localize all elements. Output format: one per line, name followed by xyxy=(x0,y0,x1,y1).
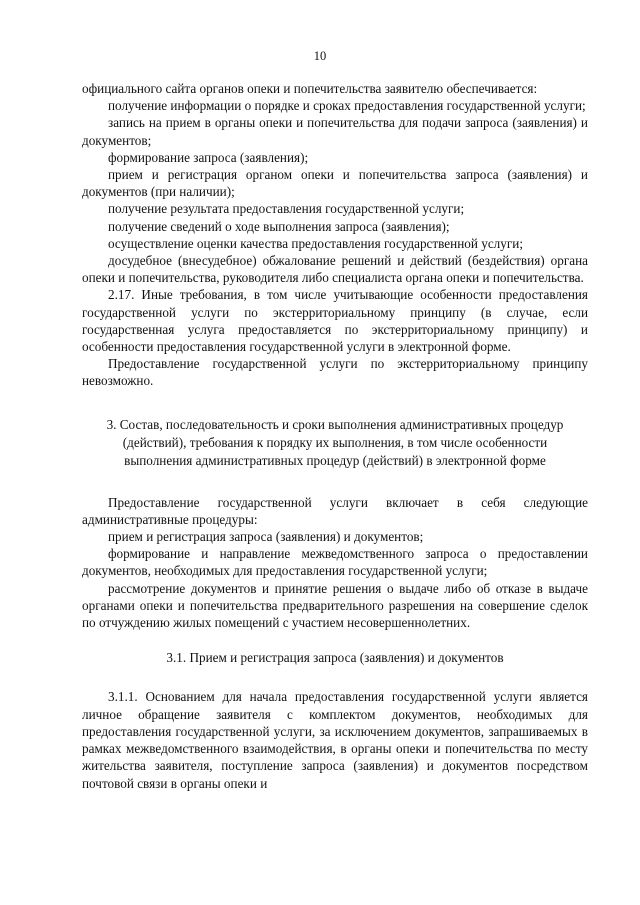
list-item: формирование запроса (заявления); xyxy=(108,149,309,165)
paragraph: Предоставление государственной услуги включает в себя следующие административные процедуры: xyxy=(82,494,588,527)
section-heading: 3. Состав, последовательность и сроки выполнения административных процедур (действий), требования к порядку их выполнения, в том числе особенности выполнения административных процедур (действий) в электронной форме xyxy=(106,416,564,468)
subsection-heading: 3.1. Прием и регистрация запроса (заявления) и документов xyxy=(166,650,504,666)
paragraph: 2.17. Иные требования, в том числе учитывающие особенности предоставления государственной услуги по экстерриториальному принципу (в случае, если государственная услуга предоставляется по экстерриториальному принципу) и особенности предоставления государственной услуги в электронной форме. xyxy=(82,287,588,355)
list-item: прием и регистрация органом опеки и попечительства запроса (заявления) и документов (при наличии); xyxy=(82,167,588,200)
page-number: 10 xyxy=(313,49,327,63)
list-item: получение информации о порядке и сроках предоставления государственной услуги; xyxy=(108,98,586,114)
list-item: запись на прием в органы опеки и попечительства для подачи запроса (заявления) и документов; xyxy=(82,115,588,148)
paragraph: 3.1.1. Основанием для начала предоставления государственной услуги является личное обращение заявителя с комплектом документов, необходимых для предоставления государственной услуги, за исключением документов, запрашиваемых в рамках межведомственного взаимодействия, в органы опеки и попечительства по месту жительства заявителя, поступление запроса (заявления) и документов посредством почтовой связи в органы опеки и xyxy=(82,689,588,791)
list-item: осуществление оценки качества предоставления государственной услуги; xyxy=(108,235,523,251)
list-item: формирование и направление межведомственного запроса о предоставлении документов, необходимых для предоставления государственной услуги; xyxy=(82,546,588,579)
list-item: получение сведений о ходе выполнения запроса (заявления); xyxy=(108,218,450,234)
paragraph: официального сайта органов опеки и попечительства заявителю обеспечивается: xyxy=(82,81,538,96)
list-item: прием и регистрация запроса (заявления) и документов; xyxy=(108,529,424,545)
list-item: рассмотрение документов и принятие решения о выдаче либо об отказе в выдаче органами опеки и попечительства предварительного разрешения на совершение сделок по отчуждению жилых помещений с участием несовершеннолетних. xyxy=(82,580,588,631)
document-body xyxy=(82,80,588,792)
paragraph: Предоставление государственной услуги по экстерриториальному принципу невозможно. xyxy=(82,356,588,389)
list-item: получение результата предоставления государственной услуги; xyxy=(108,201,465,217)
list-item: досудебное (внесудебное) обжалование решений и действий (бездействия) органа опеки и попечительства, руководителя либо специалиста органа опеки и попечительства. xyxy=(82,253,588,286)
